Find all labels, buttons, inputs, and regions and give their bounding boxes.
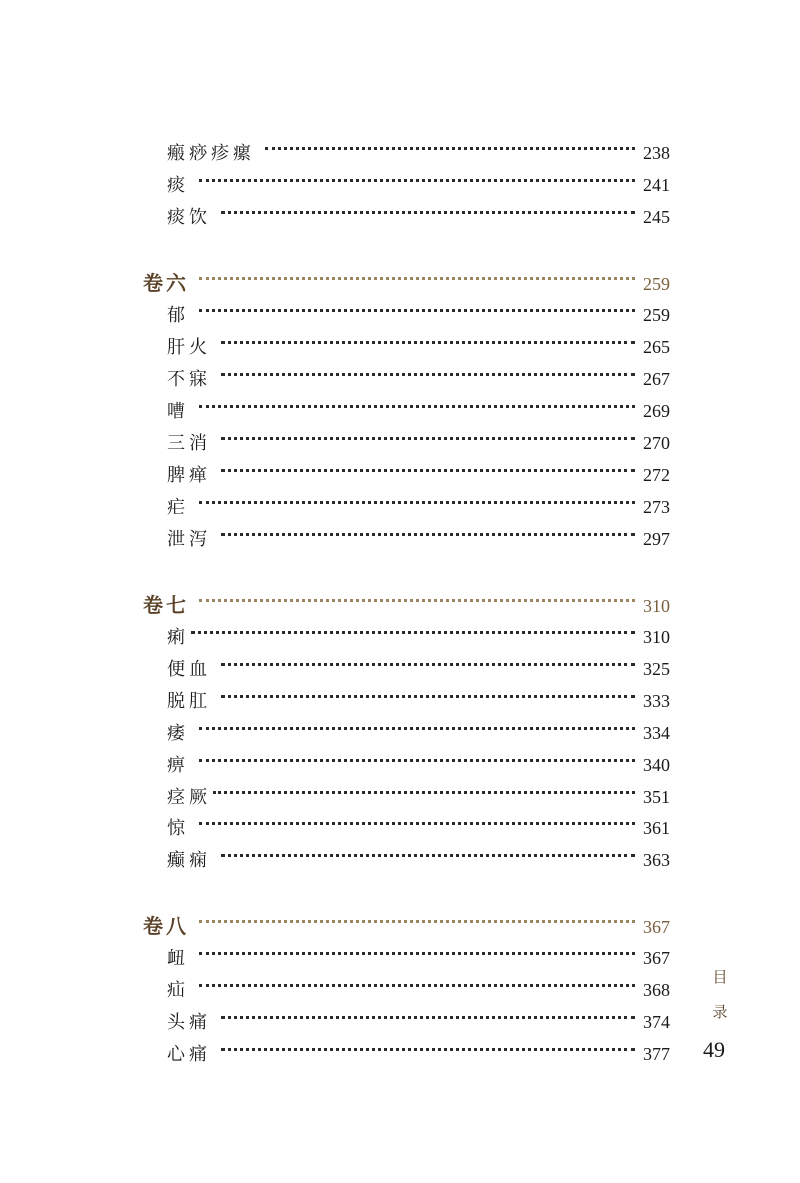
toc-entry[interactable] bbox=[167, 332, 670, 362]
toc-entry-page: 273 bbox=[643, 497, 670, 517]
section-heading-label: 卷六 bbox=[143, 271, 189, 295]
dot-leader bbox=[199, 759, 635, 762]
toc-entry-label: 痉厥 bbox=[167, 787, 211, 808]
dot-leader bbox=[221, 1016, 635, 1019]
toc-entry-label: 痰饮 bbox=[167, 207, 211, 228]
toc-entry-page: 269 bbox=[643, 401, 670, 421]
toc-entry[interactable] bbox=[167, 622, 670, 652]
toc-entry-label: 心痛 bbox=[167, 1044, 211, 1065]
toc-entry-page: 333 bbox=[643, 691, 670, 711]
toc-entry-label: 痰 bbox=[167, 175, 189, 196]
section-heading-page: 367 bbox=[643, 917, 670, 937]
toc-entry[interactable] bbox=[167, 654, 670, 684]
running-head-char: 录 bbox=[712, 1003, 728, 1021]
toc-entry[interactable] bbox=[167, 750, 670, 780]
dot-leader bbox=[199, 920, 635, 923]
toc-entry-page: 334 bbox=[643, 723, 670, 743]
toc-entry-page: 310 bbox=[643, 627, 670, 647]
toc-entry[interactable] bbox=[167, 975, 670, 1005]
toc-entry-label: 脱肛 bbox=[167, 691, 211, 712]
toc-entry-label: 不寐 bbox=[167, 369, 211, 390]
dot-leader bbox=[199, 405, 635, 408]
toc-entry[interactable] bbox=[167, 364, 670, 394]
toc-entry-page: 368 bbox=[643, 980, 670, 1000]
toc-entry-label: 惊 bbox=[167, 818, 189, 839]
toc-section-heading[interactable] bbox=[143, 268, 670, 298]
toc-entry[interactable] bbox=[167, 138, 670, 168]
dot-leader bbox=[221, 373, 635, 376]
toc-entry[interactable] bbox=[167, 782, 670, 812]
toc-entry-label: 泄泻 bbox=[167, 529, 211, 550]
dot-leader bbox=[265, 147, 635, 150]
toc-entry-label: 疟 bbox=[167, 497, 189, 518]
toc-entry[interactable] bbox=[167, 813, 670, 843]
toc-entry[interactable] bbox=[167, 492, 670, 522]
toc-entry-page: 272 bbox=[643, 465, 670, 485]
toc-entry-page: 259 bbox=[643, 305, 670, 325]
toc-entry-page: 361 bbox=[643, 818, 670, 838]
toc-entry-page: 351 bbox=[643, 787, 670, 807]
toc-entry-page: 297 bbox=[643, 529, 670, 549]
dot-leader bbox=[199, 309, 635, 312]
toc-entry[interactable] bbox=[167, 202, 670, 232]
toc-entry-label: 痿 bbox=[167, 723, 189, 744]
toc-entry-label: 嘈 bbox=[167, 401, 189, 422]
dot-leader bbox=[221, 663, 635, 666]
dot-leader bbox=[199, 727, 635, 730]
toc-entry-label: 瘢痧疹瘰 bbox=[167, 143, 255, 164]
toc-entry-label: 郁 bbox=[167, 305, 189, 326]
toc-entry[interactable] bbox=[167, 396, 670, 426]
dot-leader bbox=[221, 469, 635, 472]
toc-entry-page: 245 bbox=[643, 207, 670, 227]
dot-leader bbox=[191, 631, 635, 634]
section-heading-page: 259 bbox=[643, 274, 670, 294]
dot-leader bbox=[199, 599, 635, 602]
dot-leader bbox=[199, 952, 635, 955]
dot-leader bbox=[199, 822, 635, 825]
toc-entry-page: 374 bbox=[643, 1012, 670, 1032]
toc-entry[interactable] bbox=[167, 686, 670, 716]
running-head-char: 目 bbox=[712, 968, 728, 986]
toc-section-heading[interactable] bbox=[143, 911, 670, 941]
dot-leader bbox=[221, 437, 635, 440]
toc-entry-page: 267 bbox=[643, 369, 670, 389]
dot-leader bbox=[221, 695, 635, 698]
toc-entry-page: 340 bbox=[643, 755, 670, 775]
dot-leader bbox=[221, 533, 635, 536]
section-heading-page: 310 bbox=[643, 596, 670, 616]
toc-entry-label: 头痛 bbox=[167, 1012, 211, 1033]
toc-entry-label: 便血 bbox=[167, 659, 211, 680]
toc-entry[interactable] bbox=[167, 524, 670, 554]
dot-leader bbox=[199, 501, 635, 504]
toc-section-heading[interactable] bbox=[143, 590, 670, 620]
page-number: 49 bbox=[703, 1037, 725, 1062]
toc-entry-page: 241 bbox=[643, 175, 670, 195]
toc-entry[interactable] bbox=[167, 718, 670, 748]
toc-entry[interactable] bbox=[167, 460, 670, 490]
dot-leader bbox=[221, 854, 635, 857]
dot-leader bbox=[221, 341, 635, 344]
toc-entry-label: 痢 bbox=[167, 627, 189, 648]
toc-entry-label: 脾瘅 bbox=[167, 465, 211, 486]
toc-entry[interactable] bbox=[167, 300, 670, 330]
toc-entry-label: 三消 bbox=[167, 433, 211, 454]
toc-entry-page: 367 bbox=[643, 948, 670, 968]
toc-entry-label: 疝 bbox=[167, 980, 189, 1001]
toc-entry-page: 265 bbox=[643, 337, 670, 357]
section-heading-label: 卷八 bbox=[143, 914, 189, 938]
dot-leader bbox=[199, 179, 635, 182]
toc-entry-page: 325 bbox=[643, 659, 670, 679]
toc-entry-label: 痹 bbox=[167, 755, 189, 776]
toc-entry-page: 363 bbox=[643, 850, 670, 870]
toc-entry-label: 癫痫 bbox=[167, 850, 211, 871]
toc-entry-label: 衄 bbox=[167, 948, 189, 969]
toc-entry-page: 270 bbox=[643, 433, 670, 453]
toc-entry[interactable] bbox=[167, 943, 670, 973]
toc-entry-page: 377 bbox=[643, 1044, 670, 1064]
section-heading-label: 卷七 bbox=[143, 593, 189, 617]
dot-leader bbox=[221, 211, 635, 214]
dot-leader bbox=[199, 984, 635, 987]
toc-entry-label: 肝火 bbox=[167, 337, 211, 358]
dot-leader bbox=[199, 277, 635, 280]
toc-entry[interactable] bbox=[167, 845, 670, 875]
toc-entry[interactable] bbox=[167, 428, 670, 458]
dot-leader bbox=[213, 791, 635, 794]
toc-entry[interactable] bbox=[167, 1039, 670, 1069]
toc-entry-page: 238 bbox=[643, 143, 670, 163]
toc-entry[interactable] bbox=[167, 170, 670, 200]
toc-entry[interactable] bbox=[167, 1007, 670, 1037]
dot-leader bbox=[221, 1048, 635, 1051]
